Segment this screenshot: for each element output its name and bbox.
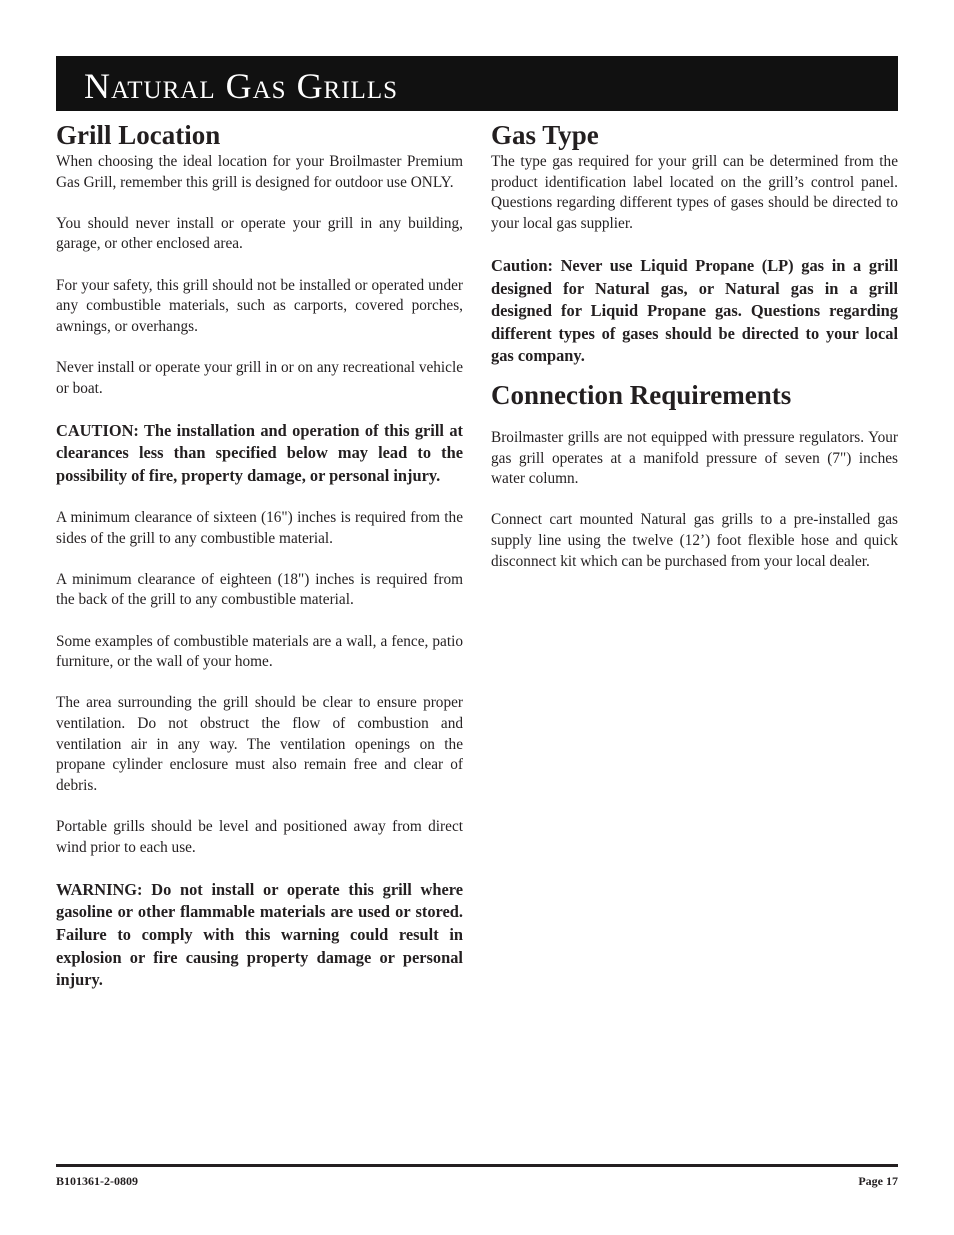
- back-clearance-paragraph: A minimum clearance of eighteen (18") inches is required from the back of the grill to any combustible material.: [56, 570, 463, 609]
- flammable-warning: WARNING: Do not install or operate this grill where gasoline or other flammable materials are used or stored. Failure to comply with this warning could result in explosion or fire causing property damage or personal injury.: [56, 879, 463, 990]
- gas-type-paragraph: The type gas required for your grill can be determined from the product identification label located on the grill’s control panel. Questions regarding different types of gases should be directed to your local gas supplier.: [491, 153, 898, 232]
- portable-grills-paragraph: Portable grills should be level and positioned away from direct wind prior to each use.: [56, 818, 463, 856]
- left-column: [56, 118, 463, 992]
- grill-location-heading: Grill Location: [56, 120, 221, 150]
- connection-paragraph: Connect cart mounted Natural gas grills to a pre-installed gas supply line using the twelve (12’) foot flexible hose and quick disconnect kit which can be purchased from your local dealer.: [491, 511, 898, 570]
- right-column: [491, 118, 898, 572]
- location-paragraph-outdoor: When choosing the ideal location for your Broilmaster Premium Gas Grill, remember this grill is designed for outdoor use ONLY.: [56, 153, 463, 191]
- page-title: Natural Gas Grills: [84, 65, 399, 106]
- page-number: Page 17: [858, 1174, 898, 1188]
- document-number: B101361-2-0809: [56, 1174, 138, 1188]
- location-paragraph-vehicle: Never install or operate your grill in or on any recreational vehicle or boat.: [56, 358, 463, 397]
- location-paragraph-combustibles: For your safety, this grill should not be installed or operated under any combustible materials, such as carports, covered porches, awnings, or overhangs.: [56, 276, 463, 335]
- footer-rule: [56, 1164, 898, 1167]
- location-paragraph-enclosed: You should never install or operate your grill in any building, garage, or other enclosed area.: [56, 214, 463, 253]
- connection-requirements-heading: Connection Requirements: [491, 379, 792, 410]
- gas-type-heading: Gas Type: [491, 120, 599, 150]
- gas-type-caution: Caution: Never use Liquid Propane (LP) gas in a grill designed for Natural gas, or Natural gas in a grill designed for Liquid Propane gas. Questions regarding different types of gases should be directed to your local gas company.: [491, 255, 898, 366]
- side-clearance-paragraph: A minimum clearance of sixteen (16") inches is required from the sides of the grill to any combustible material.: [56, 509, 463, 547]
- regulator-paragraph: Broilmaster grills are not equipped with pressure regulators. Your gas grill operates at a manifold pressure of seven (7") inches water column.: [491, 428, 898, 488]
- combustible-examples-paragraph: Some examples of combustible materials are a wall, a fence, patio furniture, or the wall of your home.: [56, 632, 463, 671]
- clearance-caution: CAUTION: The installation and operation of this grill at clearances less than specified below may lead to the possibility of fire, property damage, or personal injury.: [56, 420, 463, 485]
- ventilation-paragraph: The area surrounding the grill should be clear to ensure proper ventilation. Do not obstruct the flow of combustion and ventilation air in any way. The ventilation openings on the propane cylinder enclosure must also remain free and clear of debris.: [56, 694, 463, 794]
- section-banner: [56, 56, 898, 111]
